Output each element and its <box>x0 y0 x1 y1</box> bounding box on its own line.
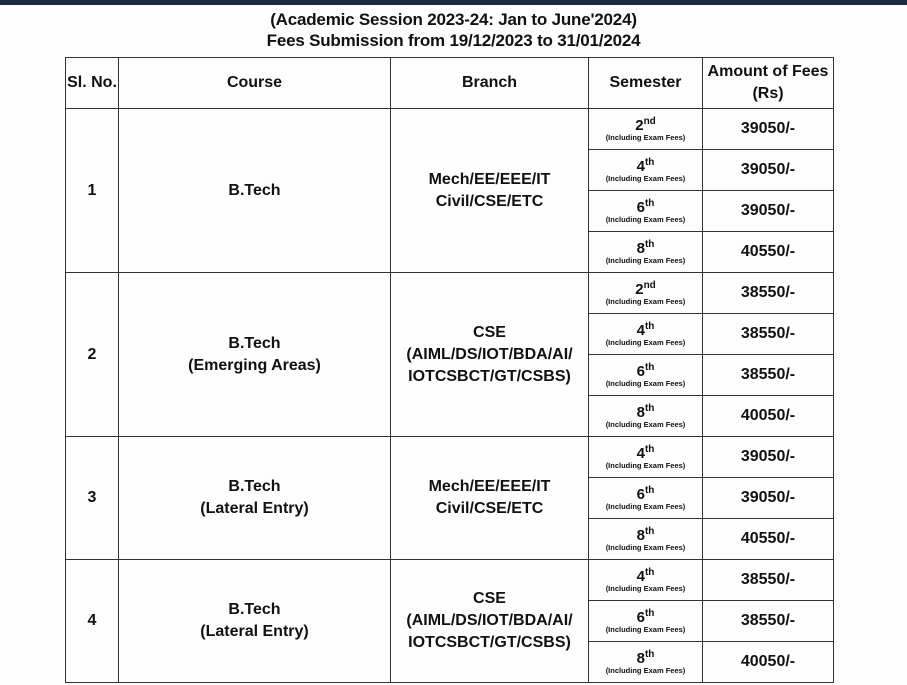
branch-line: (AIML/DS/IOT/BDA/AI/ <box>406 612 573 629</box>
branch-cell <box>391 560 589 683</box>
amount-cell: 40550/- <box>703 519 834 560</box>
branch-line: IOTCSBCT/GT/CSBS) <box>408 634 571 651</box>
table-row <box>66 560 834 601</box>
amount-cell: 39050/- <box>703 478 834 519</box>
semester-number <box>589 114 702 133</box>
semester-value: 6 <box>636 608 645 626</box>
amount-cell: 40050/- <box>703 396 834 437</box>
sl-no: 2 <box>66 273 119 437</box>
semester-cell <box>589 232 703 273</box>
course-line: B.Tech <box>228 334 281 352</box>
branch-line: CSE <box>473 590 506 607</box>
exam-fees-note: (Including Exam Fees) <box>605 501 686 511</box>
exam-fees-note: (Including Exam Fees) <box>605 542 686 552</box>
semester-number <box>589 237 702 256</box>
semester-cell <box>589 519 703 560</box>
course-line: (Lateral Entry) <box>200 500 309 517</box>
course-line: (Lateral Entry) <box>200 623 309 640</box>
amount-cell: 38550/- <box>703 601 834 642</box>
table-header <box>66 58 834 109</box>
ordinal-suffix: nd <box>643 115 656 127</box>
semester-number <box>589 278 702 297</box>
sl-no: 1 <box>66 109 119 273</box>
semester-cell <box>589 478 703 519</box>
semester-value: 2 <box>635 116 644 134</box>
course-cell <box>119 273 391 437</box>
semester-number <box>589 442 702 461</box>
col-semester: Semester <box>589 58 703 109</box>
course-line: (Emerging Areas) <box>188 356 321 374</box>
exam-fees-note: (Including Exam Fees) <box>605 173 686 183</box>
amount-cell: 39050/- <box>703 150 834 191</box>
ordinal-suffix: th <box>644 443 655 455</box>
sl-no: 3 <box>66 437 119 560</box>
exam-fees-note: (Including Exam Fees) <box>605 214 686 224</box>
exam-fees-note: (Including Exam Fees) <box>605 378 686 388</box>
semester-number <box>589 606 702 625</box>
semester-value: 4 <box>636 444 645 462</box>
exam-fees-note: (Including Exam Fees) <box>605 624 686 634</box>
semester-number <box>589 196 702 215</box>
semester-value: 4 <box>636 567 645 585</box>
table-row <box>66 273 834 314</box>
ordinal-suffix: th <box>644 566 655 578</box>
semester-value: 8 <box>636 403 645 421</box>
semester-value: 4 <box>636 157 645 175</box>
semester-cell <box>589 355 703 396</box>
ordinal-suffix: th <box>644 607 655 619</box>
amount-cell: 39050/- <box>703 437 834 478</box>
table-row <box>66 109 834 150</box>
exam-fees-note: (Including Exam Fees) <box>605 583 686 593</box>
course-cell <box>119 109 391 273</box>
amount-cell: 40050/- <box>703 642 834 683</box>
session-title: (Academic Session 2023-24: Jan to June'2024) <box>270 10 637 29</box>
semester-value: 8 <box>636 239 645 257</box>
semester-cell <box>589 191 703 232</box>
ordinal-suffix: th <box>644 484 655 496</box>
amount-cell: 39050/- <box>703 191 834 232</box>
semester-number <box>589 360 702 379</box>
course-cell <box>119 437 391 560</box>
semester-number <box>589 524 702 543</box>
branch-cell <box>391 109 589 273</box>
semester-value: 4 <box>636 321 645 339</box>
course-line: B.Tech <box>228 478 281 495</box>
semester-number <box>589 319 702 338</box>
exam-fees-note: (Including Exam Fees) <box>605 255 686 265</box>
sl-no: 4 <box>66 560 119 683</box>
semester-cell <box>589 560 703 601</box>
semester-cell <box>589 150 703 191</box>
exam-fees-note: (Including Exam Fees) <box>605 337 686 347</box>
ordinal-suffix: th <box>644 525 655 537</box>
amount-cell: 38550/- <box>703 560 834 601</box>
semester-cell <box>589 273 703 314</box>
col-amount: Amount of Fees (Rs) <box>703 58 834 109</box>
semester-number <box>589 401 702 420</box>
exam-fees-note: (Including Exam Fees) <box>605 460 686 470</box>
col-branch: Branch <box>391 58 589 109</box>
branch-cell <box>391 273 589 437</box>
amount-cell: 39050/- <box>703 109 834 150</box>
ordinal-suffix: nd <box>643 279 656 291</box>
ordinal-suffix: th <box>644 320 655 332</box>
semester-cell <box>589 601 703 642</box>
semester-value: 8 <box>636 649 645 667</box>
semester-value: 6 <box>636 485 645 503</box>
branch-line: Mech/EE/EEE/IT <box>428 170 551 188</box>
semester-cell <box>589 437 703 478</box>
semester-number <box>589 647 702 666</box>
ordinal-suffix: th <box>644 238 655 250</box>
semester-cell <box>589 109 703 150</box>
course-line: B.Tech <box>228 601 281 618</box>
branch-line: CSE <box>473 323 506 341</box>
branch-line: Civil/CSE/ETC <box>435 192 544 210</box>
semester-cell <box>589 642 703 683</box>
exam-fees-note: (Including Exam Fees) <box>605 296 686 306</box>
semester-value: 6 <box>636 198 645 216</box>
amount-cell: 38550/- <box>703 273 834 314</box>
exam-fees-note: (Including Exam Fees) <box>605 665 686 675</box>
course-cell <box>119 560 391 683</box>
amount-cell: 40550/- <box>703 232 834 273</box>
branch-line: Civil/CSE/ETC <box>435 500 544 517</box>
amount-cell: 38550/- <box>703 314 834 355</box>
col-sl: Sl. No. <box>66 58 119 109</box>
exam-fees-note: (Including Exam Fees) <box>605 132 686 142</box>
top-bar <box>0 0 907 5</box>
branch-line: IOTCSBCT/GT/CSBS) <box>408 367 571 385</box>
semester-number <box>589 483 702 502</box>
semester-value: 8 <box>636 526 645 544</box>
ordinal-suffix: th <box>644 361 655 373</box>
semester-value: 2 <box>635 280 644 298</box>
table-row <box>66 437 834 478</box>
col-course: Course <box>119 58 391 109</box>
fees-table <box>65 57 834 683</box>
amount-cell: 38550/- <box>703 355 834 396</box>
semester-value: 6 <box>636 362 645 380</box>
branch-line: (AIML/DS/IOT/BDA/AI/ <box>406 345 573 363</box>
ordinal-suffix: th <box>644 402 655 414</box>
semester-number <box>589 155 702 174</box>
branch-line: Mech/EE/EEE/IT <box>428 478 551 495</box>
ordinal-suffix: th <box>644 648 655 660</box>
semester-number <box>589 565 702 584</box>
submission-dates: Fees Submission from 19/12/2023 to 31/01/2024 <box>266 31 641 50</box>
ordinal-suffix: th <box>644 156 655 168</box>
semester-cell <box>589 396 703 437</box>
ordinal-suffix: th <box>644 197 655 209</box>
course-line: B.Tech <box>228 181 281 199</box>
exam-fees-note: (Including Exam Fees) <box>605 419 686 429</box>
semester-cell <box>589 314 703 355</box>
branch-cell <box>391 437 589 560</box>
